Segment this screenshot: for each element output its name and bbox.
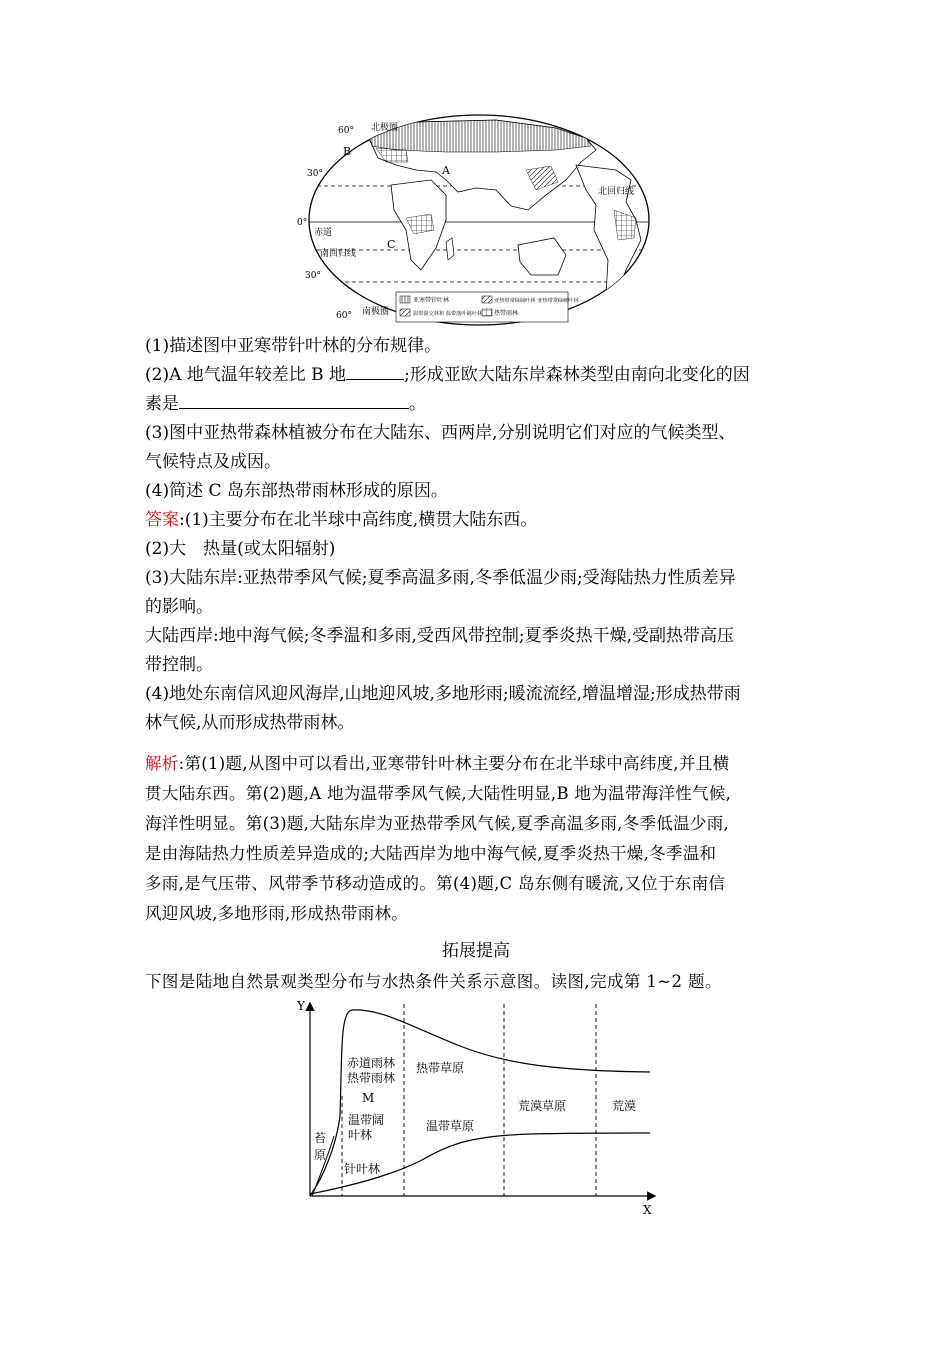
question-2-part-2: ;形成亚欧大陆东岸森林类型由南向北变化的因 [404,365,750,385]
question-3-line-2: 气候特点及成因。 [145,452,281,472]
analysis-line-6: 风迎风坡,多地形雨,形成热带雨林。 [145,904,409,923]
label-desert-grassland: 荒漠草原 [518,1099,567,1113]
questions-block [145,332,807,738]
legend-label-3: 温带混交林和 温带落叶阔叶林 [413,311,483,317]
label-rainforest-1: 赤道雨林 [347,1056,396,1070]
label-temperate-broadleaf-1: 温带阔 [348,1113,385,1127]
conifer-belt [368,120,591,152]
point-a-label: A [442,164,450,177]
answer-3-line-4: 带控制。 [145,655,213,675]
point-c-label: C [387,238,396,251]
answer-blank-1[interactable] [346,361,404,380]
legend-label-2: 亚热带常绿阔叶林 亚热带常绿硬叶林 [494,298,579,304]
answer-label: 答案 [145,510,179,530]
analysis-line-4: 是由海陆热力性质差异造成的;大陆西岸为地中海气候,夏季炎热干燥,冬季温和 [145,844,717,863]
answer-1 [145,506,807,535]
legend-label-4: 热带雨林 [494,310,519,317]
section-title: 拓展提高 [442,941,510,961]
equator-label: 赤道 [314,228,333,238]
label-tundra-1: 苔 [314,1131,327,1145]
label-desert: 荒漠 [612,1099,637,1113]
question-2-line-1 [145,361,807,390]
landscape-diagram [290,996,670,1218]
label-rainforest-2: 热带雨林 [347,1071,396,1085]
label-coniferous: 针叶林 [344,1162,381,1176]
label-temperate-grassland: 温带草原 [426,1119,475,1133]
analysis-line-5: 多雨,是气压带、风带季节移动造成的。第(4)题,C 岛东侧有暖流,又位于东南信 [145,874,726,893]
answer-3-line-3: 大陆西岸:地中海气候;冬季温和多雨,受西风带控制;夏季炎热干燥,受副热带高压 [145,626,734,646]
tropic-capricorn-label: 南回归线 [320,249,357,259]
x-axis-label: X [643,1203,652,1217]
lat-label-30s: 30° [305,271,321,281]
question-2-part-3: 素是 [145,394,179,414]
answer-1-text: :(1)主要分布在北半球中高纬度,横贯大陆东西。 [179,510,538,530]
analysis-label: 解析 [145,754,179,773]
arctic-circle-label: 北极圈 [371,123,399,133]
tundra-boundary-curve [312,1136,334,1196]
lat-label-60n: 60° [338,126,354,136]
answer-4-line-2: 林气候,从而形成热带雨林。 [145,713,355,733]
map-legend [396,292,579,322]
question-4: (4)简述 C 岛东部热带雨林形成的原因。 [145,481,448,501]
question-2-part-1: (2)A 地气温年较差比 B 地 [145,365,347,385]
answer-4-line-1: (4)地处东南信风迎风海岸,山地迎风坡,多地形雨;暖流流经,增温增湿;形成热带雨 [145,684,741,704]
antarctic-circle-label: 南极圈 [362,307,390,317]
world-vegetation-map [296,110,661,330]
question-2-end: 。 [409,394,426,414]
label-temperate-broadleaf-2: 叶林 [348,1128,373,1142]
answer-blank-2[interactable] [179,390,409,409]
y-axis-label: Y [297,999,305,1013]
question-3-line-1: (3)图中亚热带森林植被分布在大陆东、西两岸,分别说明它们对应的气候类型、 [145,423,736,443]
lat-label-60s: 60° [336,311,352,321]
answer-3-line-1: (3)大陆东岸:亚热带季风气候;夏季高温多雨,冬季低温少雨;受海陆热力性质差异 [145,568,736,588]
question-1: (1)描述图中亚寒带针叶林的分布规律。 [145,336,442,356]
tropic-cancer-label: 北回归线 [598,187,635,197]
label-tundra-2: 原 [314,1148,327,1162]
answer-2: (2)大 热量(或太阳辐射) [145,539,336,559]
point-b-label: B [343,145,352,158]
analysis-line-1 [145,749,807,779]
lat-label-30n: 30° [307,169,323,179]
legend-label-1: 亚寒带针叶林 [413,297,450,304]
analysis-line-3: 海洋性明显。第(3)题,大陆东岸为亚热带季风气候,夏季高温多雨,冬季低温少雨, [145,814,730,833]
analysis-block [145,749,807,929]
analysis-line-1-text: :第(1)题,从图中可以看出,亚寒带针叶林主要分布在北半球中高纬度,并且横 [178,754,730,773]
question-2-line-2 [145,390,807,419]
intro-text: 下图是陆地自然景观类型分布与水热条件关系示意图。读图,完成第 1~2 题。 [145,972,722,991]
answer-3-line-2: 的影响。 [145,597,213,617]
label-tropical-grassland: 热带草原 [416,1061,465,1075]
analysis-line-2: 贯大陆东西。第(2)题,A 地为温带季风气候,大陆性明显,B 地为温带海洋性气候, [145,784,732,803]
label-m: M [362,1091,375,1105]
lat-label-0: 0° [297,218,308,228]
